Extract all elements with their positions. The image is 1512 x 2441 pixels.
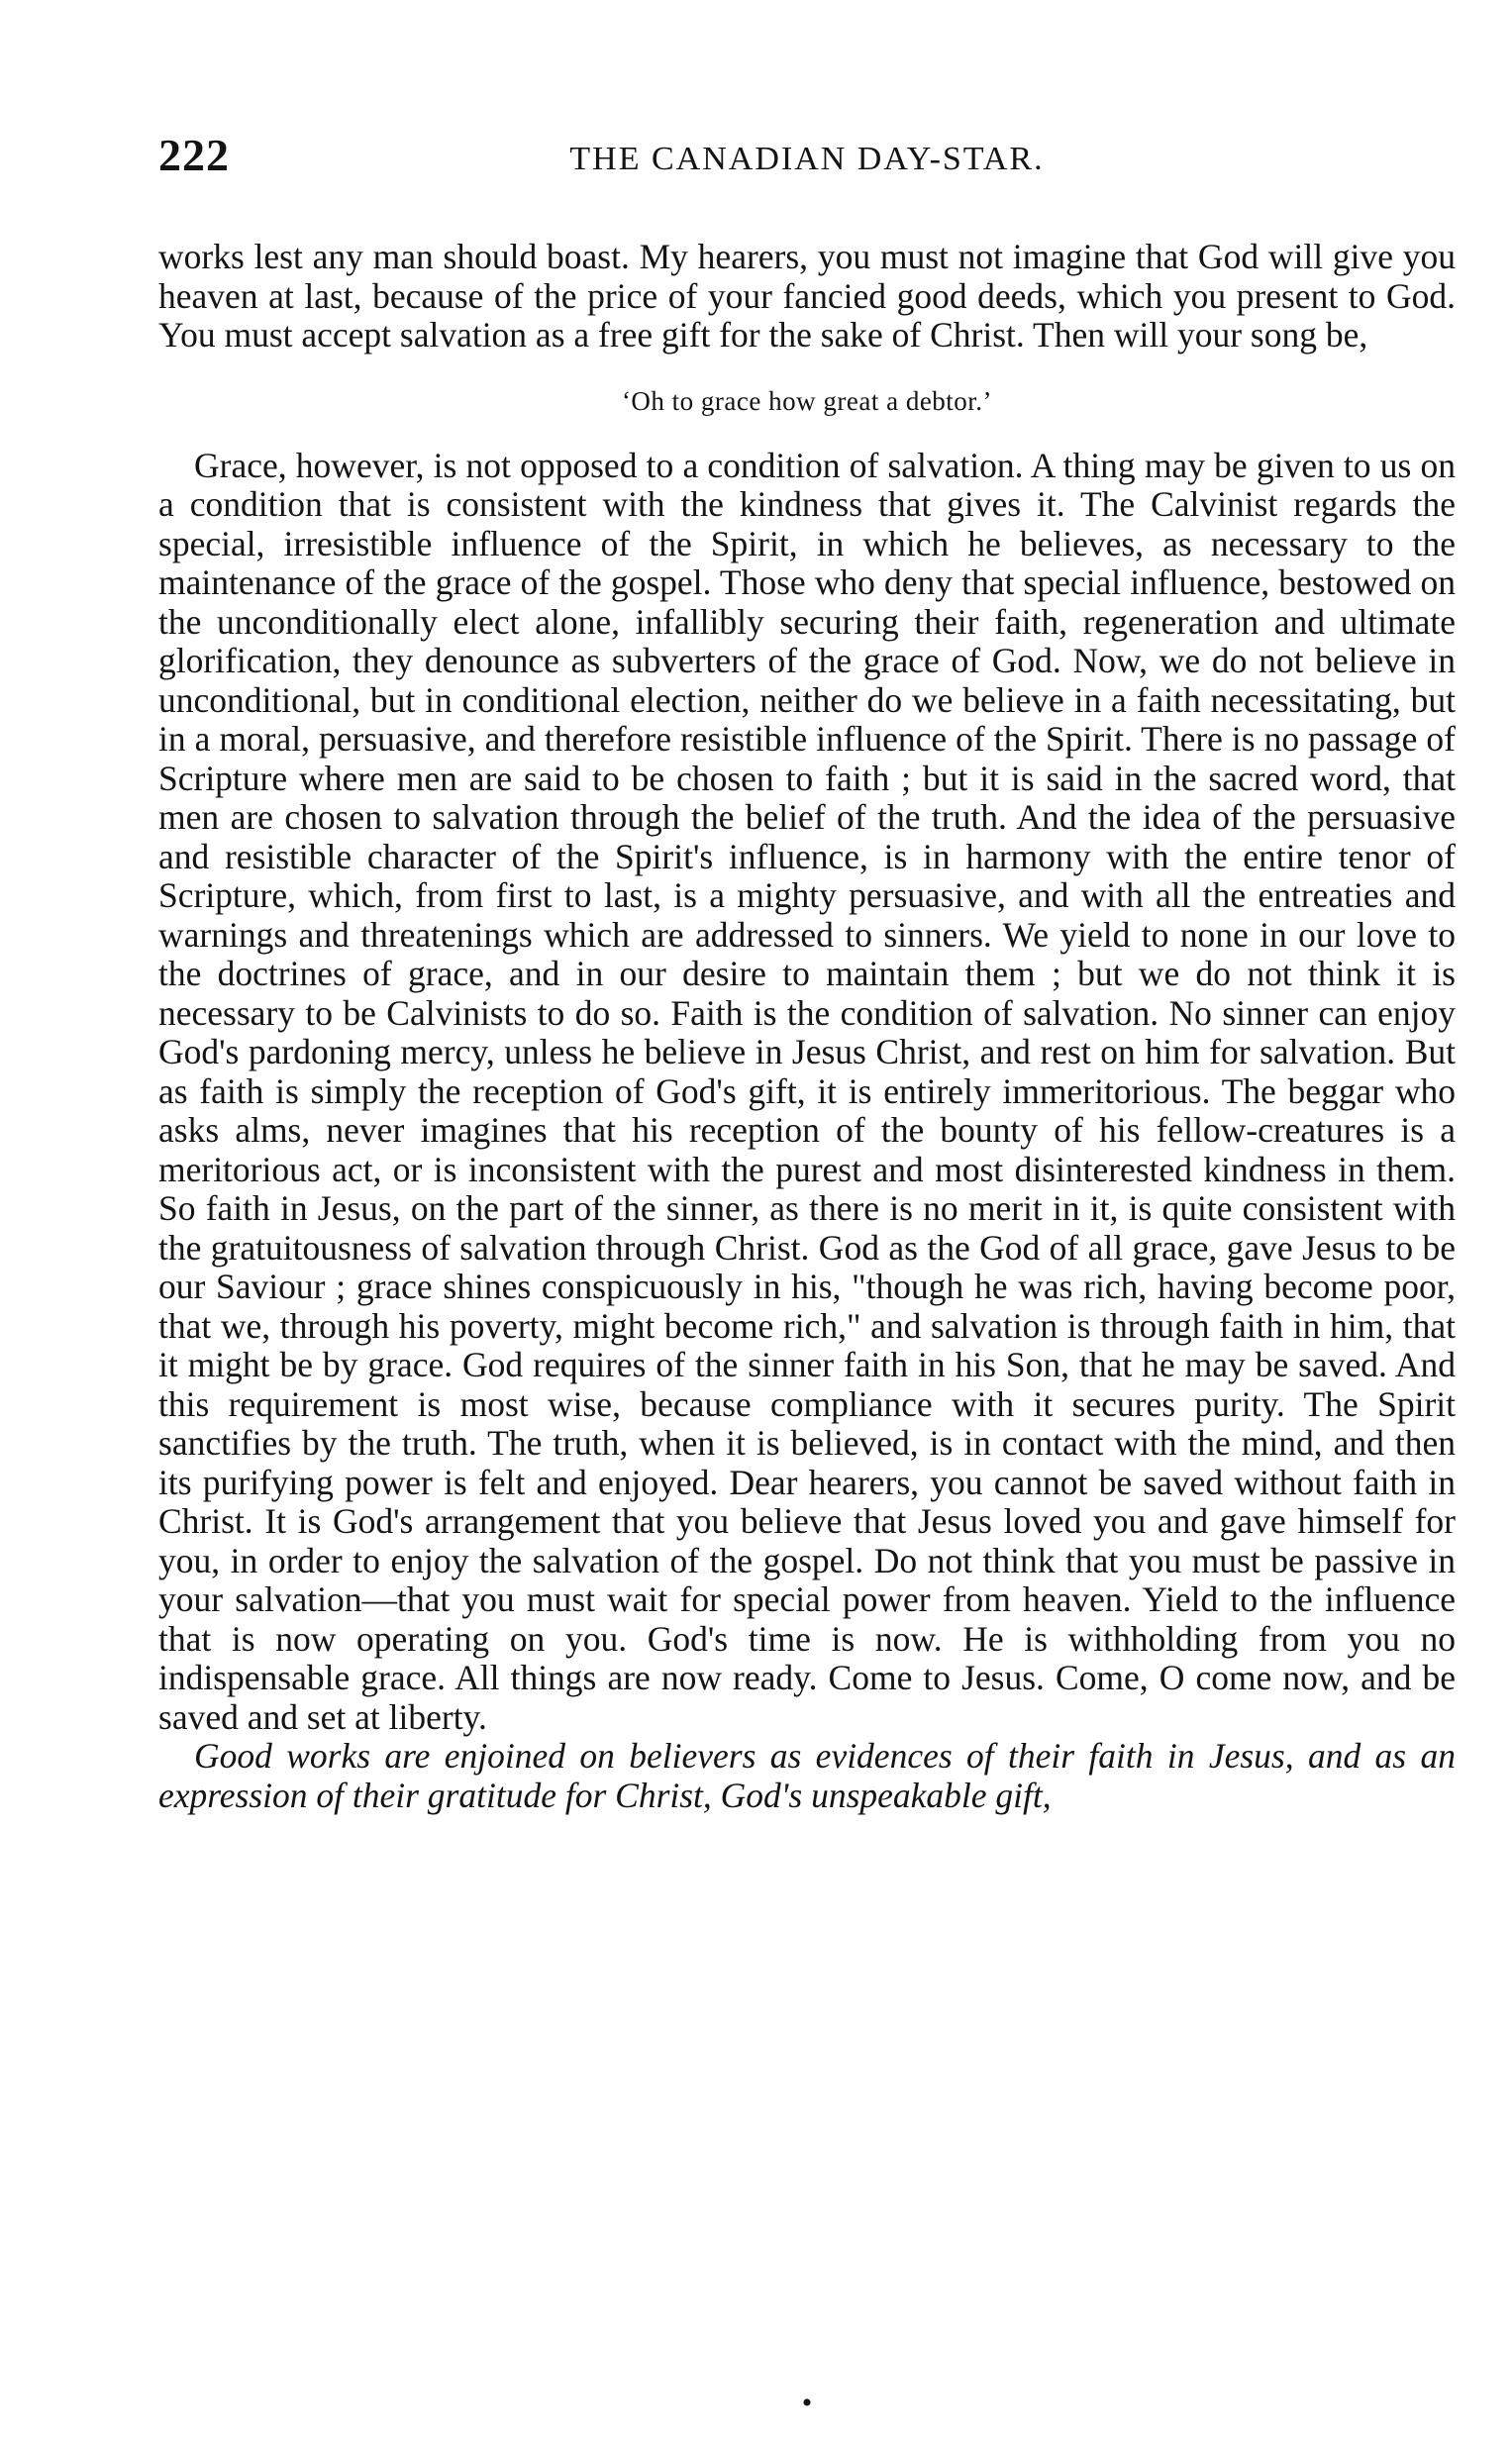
running-title: THE CANADIAN DAY-STAR.: [569, 141, 1045, 177]
page-number: 222: [158, 130, 230, 180]
paragraph-continuation: works lest any man should boast. My hearers, you must not imagine that God will give you heaven at last, because of the price of your fancied good deeds, which you present to God. You must accept salvation as a free gift for the sake of Christ. Then will your song be,: [158, 237, 1456, 355]
page-header: [158, 129, 1456, 188]
hymn-quote: ‘Oh to grace how great a debtor.’: [621, 385, 993, 416]
document-page: [158, 0, 1456, 2441]
paragraph-grace: Grace, however, is not opposed to a condition of salvation. A thing may be given to us on a condition that is consistent with the kindness that gives it. The Calvinist regards the special, irresistible influence of the Spirit, in which he believes, as necessary to the maintenance of the grace of the gospel. Those who deny that special influence, bestowed on the unconditionally elect alone, infallibly securing their faith, regeneration and ultimate glorification, they denounce as subverters of the grace of God. Now, we do not believe in unconditional, but in conditional election, neither do we believe in a faith necessitating, but in a moral, persuasive, and therefore resistible influence of the Spirit. There is no passage of Scripture where men are said to be chosen to faith ; but it is said in the sacred word, that men are chosen to salvation through the belief of the truth. And the idea of the persuasive and resistible character of the Spirit's influence, is in harmony with the entire tenor of Scripture, which, from first to last, is a mighty persuasive, and with all the entreaties and warnings and threatenings which are addressed to sinners. We yield to none in our love to the doctrines of grace, and in our desire to maintain them ; but we do not think it is necessary to be Calvinists to do so. Faith is the condition of salvation. No sinner can enjoy God's pardoning mercy, unless he believe in Jesus Christ, and rest on him for salvation. But as faith is simply the reception of God's gift, it is entirely immeritorious. The beggar who asks alms, never imagines that his reception of the bounty of his fellow-creatures is a meritorious act, or is inconsistent with the purest and most disinterested kindness in them. So faith in Jesus, on the part of the sinner, as there is no merit in it, is quite consistent with the gratuitousness of salvation through Christ. God as the God of all grace, gave Jesus to be our Saviour ; grace shines conspicuously in his, "though he was rich, having become poor, that we, through his poverty, might become rich," and salvation is through faith in him, that it might be by grace. God requires of the sinner faith in his Son, that he may be saved. And this requirement is most wise, because compliance with it secures purity. The Spirit sanctifies by the truth. The truth, when it is believed, is in contact with the mind, and then its purifying power is felt and enjoyed. Dear hearers, you cannot be saved without faith in Christ. It is God's arrangement that you believe that Jesus loved you and gave himself for you, in order to enjoy the salvation of the gospel. Do not think that you must be passive in your salvation—that you must wait for special power from heaven. Yield to the influence that is now operating on you. God's time is now. He is withholding from you no indispensable grace. All things are now ready. Come to Jesus. Come, O come now, and be saved and set at liberty.: [158, 445, 1456, 1737]
body-text: [158, 238, 1456, 1815]
footer-mark: •: [801, 2387, 813, 2419]
paragraph-good-works: Good works are enjoined on believers as evidences of their faith in Jesus, and as an expression of their gratitude for Christ, God's unspeakable gift,: [158, 1736, 1456, 1815]
